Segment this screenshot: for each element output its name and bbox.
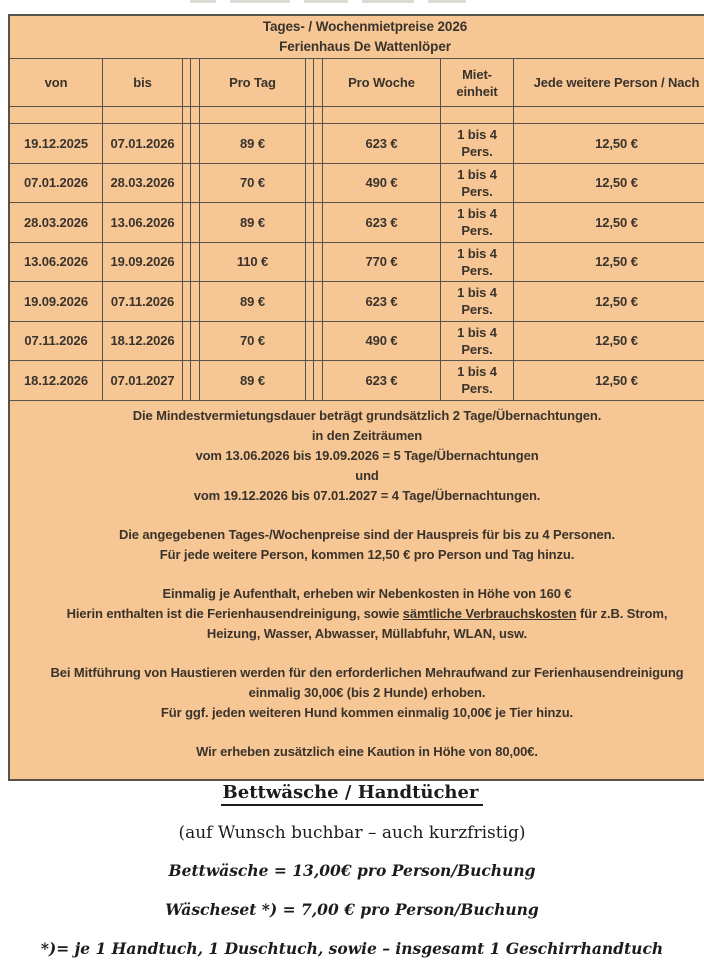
linen-footnote: *)= je 1 Handtuch, 1 Duschtuch, sowie – insgesamt 1 Geschirrhandtuch [40, 939, 664, 958]
separator-cell [183, 203, 191, 243]
separator-cell [314, 124, 323, 164]
cell-bis: 19.09.2026 [103, 243, 183, 283]
separator-cell [314, 59, 323, 107]
cell-mieteinheit: 1 bis 4 Pers. [441, 203, 514, 243]
linen-heading: Bettwäsche / Handtücher [0, 783, 704, 806]
cell-pro-woche: 490 € [323, 164, 441, 204]
note-nebenkosten: Einmalig je Aufenthalt, erheben wir Nebenkosten in Höhe von 160 € [162, 585, 572, 601]
cell-pro-tag: 89 € [200, 203, 306, 243]
header-pro-tag: Pro Tag [200, 59, 306, 107]
cell-pro-woche: 623 € [323, 282, 441, 322]
separator-cell [183, 164, 191, 204]
cell-zuschlag: 12,50 € [514, 124, 704, 164]
cropped-text-artifact [190, 0, 520, 5]
cell-zuschlag: 12,50 € [514, 361, 704, 401]
note-nebenkosten-detail: Hierin enthalten ist die Ferienhausendreinigung, sowie sämtliche Verbrauchskosten für z.B. Strom, [66, 605, 668, 621]
rental-notes [20, 401, 704, 779]
header-pro-woche: Pro Woche [323, 59, 441, 107]
separator-cell [314, 282, 323, 322]
cell-pro-tag: 89 € [200, 361, 306, 401]
cell-von: 19.12.2025 [10, 124, 103, 164]
separator-cell [191, 322, 200, 362]
separator-cell [306, 243, 314, 283]
separator-cell [191, 124, 200, 164]
separator-cell [306, 361, 314, 401]
separator-cell [306, 124, 314, 164]
note-weitere-person: Für jede weitere Person, kommen 12,50 € pro Person und Tag hinzu. [159, 546, 575, 562]
table-title-line1: Tages- / Wochenmietpreise 2026 [262, 19, 468, 34]
cell-pro-tag: 110 € [200, 243, 306, 283]
note-kaution: Wir erheben zusätzlich eine Kaution in Höhe von 80,00€. [196, 743, 538, 759]
cell-mieteinheit: 1 bis 4 Pers. [441, 282, 514, 322]
linen-subheading: (auf Wunsch buchbar – auch kurzfristig) [178, 823, 526, 843]
note-hauspreis: Die angegebenen Tages-/Wochenpreise sind der Hauspreis für bis zu 4 Personen. [118, 526, 616, 542]
cell-bis: 13.06.2026 [103, 203, 183, 243]
note-haustiere-2: einmalig 30,00€ (bis 2 Hunde) erhoben. [248, 684, 486, 700]
separator-cell [183, 243, 191, 283]
cell-von: 18.12.2026 [10, 361, 103, 401]
separator-cell [314, 203, 323, 243]
cell-pro-tag: 70 € [200, 322, 306, 362]
header-bis: bis [103, 59, 183, 107]
cell-von: 19.09.2026 [10, 282, 103, 322]
cell-pro-tag: 89 € [200, 282, 306, 322]
table-row [10, 361, 704, 401]
cell-pro-woche: 623 € [323, 361, 441, 401]
cell-pro-woche: 623 € [323, 203, 441, 243]
table-row [10, 322, 704, 362]
cell-von: 07.11.2026 [10, 322, 103, 362]
note-haustiere-3: Für ggf. jeden weiteren Hund kommen einmalig 10,00€ je Tier hinzu. [160, 704, 574, 720]
table-header-row [10, 59, 704, 107]
separator-cell [191, 282, 200, 322]
separator-cell [183, 124, 191, 164]
table-row [10, 282, 704, 322]
note-haustiere-1: Bei Mitführung von Haustieren werden für den erforderlichen Mehraufwand zur Ferienhausendreinigung [50, 664, 684, 680]
separator-cell [191, 59, 200, 107]
cell-bis: 07.01.2026 [103, 124, 183, 164]
cell-pro-tag: 89 € [200, 124, 306, 164]
separator-cell [191, 164, 200, 204]
cell-pro-woche: 490 € [323, 322, 441, 362]
cell-bis: 28.03.2026 [103, 164, 183, 204]
cell-mieteinheit: 1 bis 4 Pers. [441, 243, 514, 283]
separator-cell [191, 203, 200, 243]
cell-zuschlag: 12,50 € [514, 203, 704, 243]
note-zeitraum-winter: vom 19.12.2026 bis 07.01.2027 = 4 Tage/Übernachtungen. [193, 487, 541, 503]
table-row [10, 243, 704, 283]
header-weitere-person: Jede weitere Person / Nach [514, 59, 704, 107]
note-min-duration: Die Mindestvermietungsdauer beträgt grundsätzlich 2 Tage/Übernachtungen. [132, 407, 602, 423]
underlined-verbrauchskosten: sämtliche Verbrauchskosten [402, 605, 577, 621]
separator-cell [183, 282, 191, 322]
cell-bis: 07.11.2026 [103, 282, 183, 322]
separator-cell [306, 322, 314, 362]
header-mieteinheit-line1: Miet- [462, 66, 492, 82]
linen-section [0, 779, 704, 959]
table-empty-row [10, 107, 704, 124]
separator-cell [306, 282, 314, 322]
note-nebenkosten-detail-2: Heizung, Wasser, Abwasser, Müllabfuhr, WLAN, usw. [206, 625, 528, 641]
separator-cell [306, 59, 314, 107]
separator-cell [306, 203, 314, 243]
note-zeitraeume-intro: in den Zeiträumen [311, 427, 423, 443]
cell-bis: 18.12.2026 [103, 322, 183, 362]
separator-cell [314, 243, 323, 283]
cell-mieteinheit: 1 bis 4 Pers. [441, 124, 514, 164]
cell-zuschlag: 12,50 € [514, 164, 704, 204]
table-row [10, 124, 704, 164]
linen-bettwaesche-price: Bettwäsche = 13,00€ pro Person/Buchung [168, 861, 536, 880]
table-row [10, 203, 704, 243]
separator-cell [314, 322, 323, 362]
cell-bis: 07.01.2027 [103, 361, 183, 401]
cell-von: 28.03.2026 [10, 203, 103, 243]
separator-cell [183, 59, 191, 107]
cell-mieteinheit: 1 bis 4 Pers. [441, 164, 514, 204]
cell-mieteinheit: 1 bis 4 Pers. [441, 322, 514, 362]
separator-cell [314, 164, 323, 204]
header-mieteinheit-line2: einheit [456, 83, 498, 99]
linen-waescheset-price: Wäscheset *) = 7,00 € pro Person/Buchung [165, 900, 539, 919]
table-title [10, 16, 704, 59]
cell-pro-woche: 770 € [323, 243, 441, 283]
cell-von: 13.06.2026 [10, 243, 103, 283]
cell-zuschlag: 12,50 € [514, 322, 704, 362]
header-von: von [10, 59, 103, 107]
note-zeitraum-sommer: vom 13.06.2026 bis 19.09.2026 = 5 Tage/Übernachtungen [195, 447, 539, 463]
separator-cell [191, 243, 200, 283]
cell-zuschlag: 12,50 € [514, 243, 704, 283]
price-panel [8, 14, 704, 781]
cell-zuschlag: 12,50 € [514, 282, 704, 322]
table-title-line2: Ferienhaus De Wattenlöper [279, 39, 451, 54]
cell-von: 07.01.2026 [10, 164, 103, 204]
note-und: und [355, 467, 379, 483]
separator-cell [183, 322, 191, 362]
cell-pro-woche: 623 € [323, 124, 441, 164]
separator-cell [191, 361, 200, 401]
header-mieteinheit [441, 59, 514, 107]
separator-cell [183, 361, 191, 401]
cell-mieteinheit: 1 bis 4 Pers. [441, 361, 514, 401]
separator-cell [306, 164, 314, 204]
table-row [10, 164, 704, 204]
cell-pro-tag: 70 € [200, 164, 306, 204]
separator-cell [314, 361, 323, 401]
